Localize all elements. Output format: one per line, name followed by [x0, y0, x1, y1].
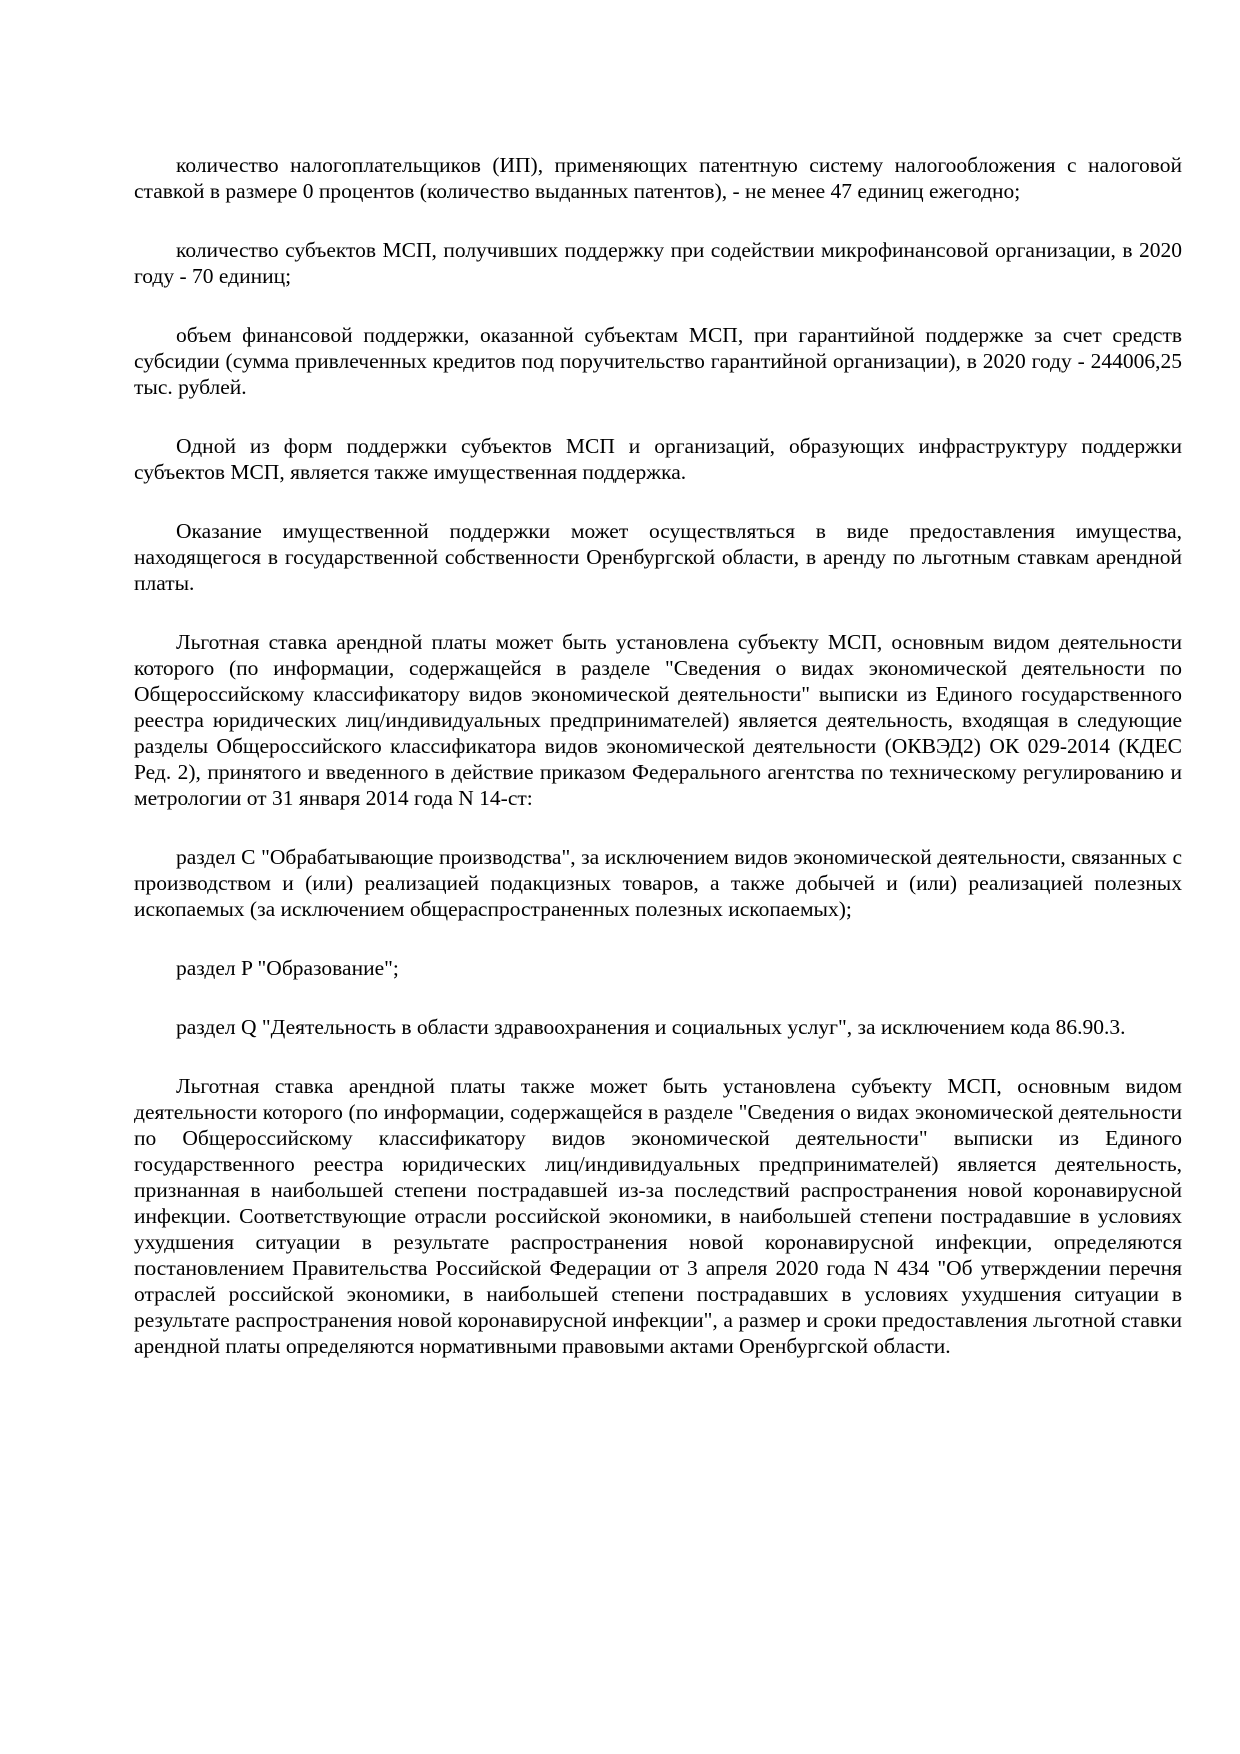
paragraph-ip-patents: количество налогоплательщиков (ИП), применяющих патентную систему налогообложения с налоговой ставкой в размере 0 процентов (количество выданных патентов), - не менее 47 единиц ежегодно;: [134, 153, 1182, 203]
paragraph-section-q: раздел Q "Деятельность в области здравоохранения и социальных услуг", за исключением кода 86.90.3.: [176, 1015, 1126, 1039]
paragraph-microfinance: количество субъектов МСП, получивших поддержку при содействии микрофинансовой организации, в 2020 году - 70 единиц;: [134, 238, 1182, 288]
paragraph-covid-rate: Льготная ставка арендной платы также может быть установлена субъекту МСП, основным видом деятельности которого (по информации, содержащейся в разделе "Сведения о видах экономической деятельности по Общероссийскому классификатору видов экономической деятельности" выписки из Единого государственного реестра юридических лиц/индивидуальных предпринимателей) является деятельность, признанная в наибольшей степени пострадавшей из-за последствий распространения новой коронавирусной инфекции. Соответствующие отрасли российской экономики, в наибольшей степени пострадавшие в условиях ухудшения ситуации в результате распространения новой коронавирусной инфекции, определяются постановлением Правительства Российской Федерации от 3 апреля 2020 года N 434 "Об утверждении перечня отраслей российской экономики, в наибольшей степени пострадавших в условиях ухудшения ситуации в результате распространения новой коронавирусной инфекции", а размер и сроки предоставления льготной ставки арендной платы определяются нормативными правовыми актами Оренбургской области.: [134, 1074, 1182, 1358]
paragraph-section-c: раздел C "Обрабатывающие производства", за исключением видов экономической деятельности, связанных с производством и (или) реализацией подакцизных товаров, а также добычей и (или) реализацией полезных ископаемых (за исключением общераспространенных полезных ископаемых);: [134, 845, 1182, 921]
paragraph-preferential-rate: Льготная ставка арендной платы может быть установлена субъекту МСП, основным видом деятельности которого (по информации, содержащейся в разделе "Сведения о видах экономической деятельности по Общероссийскому классификатору видов экономической деятельности" выписки из Единого государственного реестра юридических лиц/индивидуальных предпринимателей) является деятельность, входящая в следующие разделы Общероссийского классификатора видов экономической деятельности (ОКВЭД2) ОК 029-2014 (КДЕС Ред. 2), принятого и введенного в действие приказом Федерального агентства по техническому регулированию и метрологии от 31 января 2014 года N 14-ст:: [134, 630, 1182, 810]
paragraph-section-p: раздел P "Образование";: [176, 956, 399, 980]
paragraph-guarantee-support: объем финансовой поддержки, оказанной субъектам МСП, при гарантийной поддержке за счет средств субсидии (сумма привлеченных кредитов под поручительство гарантийной организации), в 2020 году - 244006,25 тыс. рублей.: [134, 323, 1182, 399]
paragraph-property-support: Одной из форм поддержки субъектов МСП и организаций, образующих инфраструктуру поддержки субъектов МСП, является также имущественная поддержка.: [134, 434, 1182, 484]
document-page: [134, 152, 1182, 1392]
paragraph-property-lease: Оказание имущественной поддержки может осуществляться в виде предоставления имущества, находящегося в государственной собственности Оренбургской области, в аренду по льготным ставкам арендной платы.: [134, 519, 1182, 595]
